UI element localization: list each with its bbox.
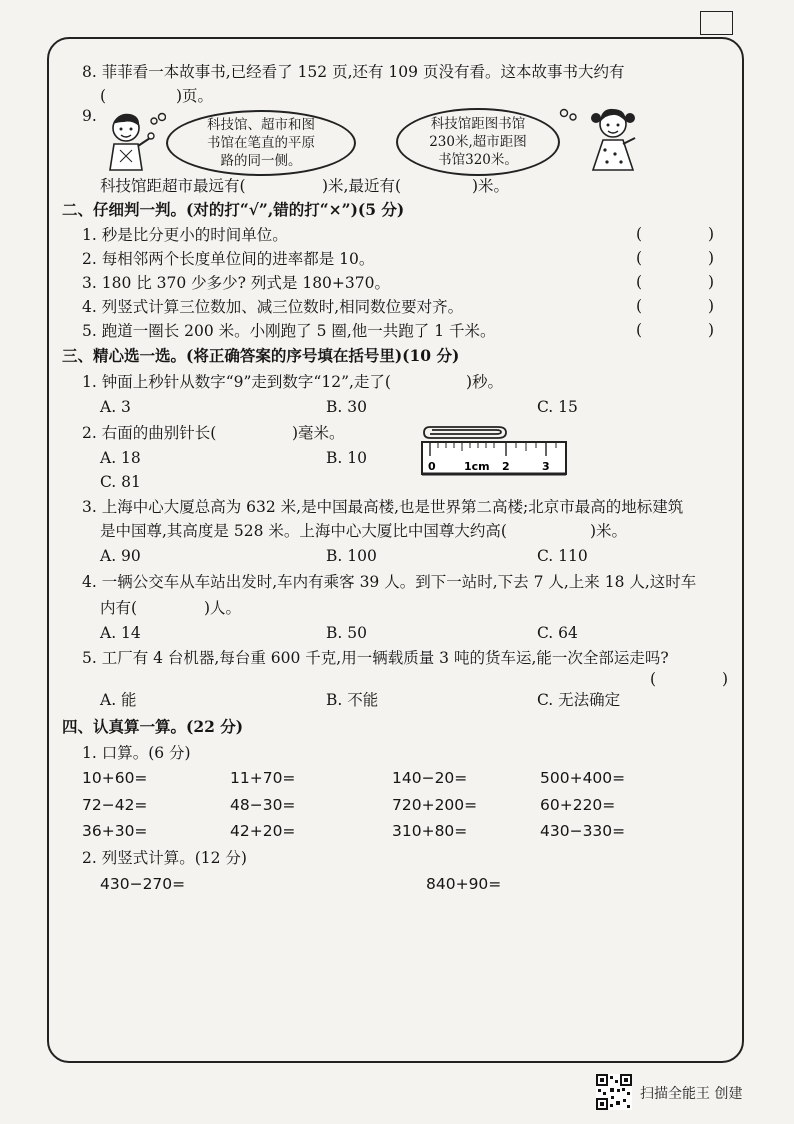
section2-item-4: 4. 列竖式计算三位数加、减三位数时,相同数位要对齐。 <box>82 298 464 316</box>
s3-q3-option-c: C. 110 <box>537 547 588 565</box>
s3-q5-option-c: C. 无法确定 <box>537 691 621 709</box>
s3-q3-line2-b: )米。 <box>590 522 628 540</box>
oral-calc-item: 42+20= <box>230 822 296 840</box>
section3-title: 三、精心选一选。(将正确答案的序号填在括号里)(10 分) <box>62 346 460 365</box>
s3-q4-option-b: B. 50 <box>326 624 367 642</box>
ruler-label-0: 0 <box>428 460 436 473</box>
q9-question-c: )米。 <box>472 177 510 195</box>
oral-calc-item: 60+220= <box>540 796 616 814</box>
s3-q3-line2-a: 是中国尊,其高度是 528 米。上海中心大厦比中国尊大约高( <box>100 522 507 540</box>
s3-q4-option-a: A. 14 <box>100 624 141 642</box>
oral-calc-item: 10+60= <box>82 769 148 787</box>
s3-q1-text-b: )秒。 <box>466 373 504 391</box>
s3-q5-line1: 5. 工厂有 4 台机器,每台重 600 千克,用一辆载质量 3 吨的货车运,能一次全部运走吗? <box>82 649 669 667</box>
answer-paren-open: ( <box>636 273 643 291</box>
ruler-label-2: 2 <box>502 460 510 473</box>
section4-sub2: 2. 列竖式计算。(12 分) <box>82 849 247 867</box>
oral-calc-item: 720+200= <box>392 796 478 814</box>
bubble-right-text: 科技馆距图书馆230米,超市距图书馆320米。 <box>429 116 527 168</box>
qr-code-icon <box>596 1074 632 1110</box>
ruler-label-3: 3 <box>542 460 550 473</box>
s3-q3-option-b: B. 100 <box>326 547 377 565</box>
oral-calc-item: 72−42= <box>82 796 148 814</box>
s3-q2-option-b: B. 10 <box>326 449 367 467</box>
bubble-left-text: 科技馆、超市和图书馆在笔直的平原路的同一侧。 <box>207 117 315 169</box>
s3-q4-option-c: C. 64 <box>537 624 578 642</box>
answer-paren-close: ) <box>708 321 715 339</box>
answer-paren-open: ( <box>636 225 643 243</box>
boy-illustration <box>98 110 158 172</box>
girl-illustration <box>583 104 645 174</box>
section4-sub1: 1. 口算。(6 分) <box>82 744 191 762</box>
s3-q1-option-b: B. 30 <box>326 398 367 416</box>
oral-calc-item: 310+80= <box>392 822 468 840</box>
oral-calc-item: 500+400= <box>540 769 626 787</box>
q9-question-b: )米,最近有( <box>322 177 402 195</box>
oral-calc-item: 48−30= <box>230 796 296 814</box>
ruler-with-paperclip <box>420 420 570 482</box>
answer-paren-close: ) <box>708 225 715 243</box>
q9-question-a: 科技馆距超市最远有( <box>100 177 246 195</box>
s3-q2-text-a: 2. 右面的曲别针长( <box>82 424 217 442</box>
bubble-tail-left <box>150 112 166 126</box>
s3-q1-option-c: C. 15 <box>537 398 578 416</box>
s3-q3-option-a: A. 90 <box>100 547 141 565</box>
s3-q5-option-b: B. 不能 <box>326 691 379 709</box>
answer-paren-open: ( <box>636 321 643 339</box>
q9-number: 9. <box>82 107 97 125</box>
answer-paren-open: ( <box>650 670 657 688</box>
s3-q3-line1: 3. 上海中心大厦总高为 632 米,是中国最高楼,也是世界第二高楼;北京市最高的地标建筑 <box>82 498 684 516</box>
s3-q2-text-b: )毫米。 <box>292 424 345 442</box>
section2-title: 二、仔细判一判。(对的打“√”,错的打“×”)(5 分) <box>62 200 405 219</box>
answer-paren-close: ) <box>708 273 715 291</box>
speech-bubble-right <box>396 108 560 176</box>
section2-item-2: 2. 每相邻两个长度单位间的进率都是 10。 <box>82 250 375 268</box>
paperclip-icon <box>424 427 506 438</box>
corner-score-box <box>700 11 733 35</box>
answer-paren-close: ) <box>708 297 715 315</box>
q8-line1: 8. 菲菲看一本故事书,已经看了 152 页,还有 109 页没有看。这本故事书大约有 <box>82 63 625 81</box>
s3-q5-option-a: A. 能 <box>100 691 137 709</box>
section2-item-1: 1. 秒是比分更小的时间单位。 <box>82 226 288 244</box>
answer-paren-open: ( <box>636 297 643 315</box>
s3-q1-option-a: A. 3 <box>100 398 131 416</box>
oral-calc-item: 11+70= <box>230 769 296 787</box>
oral-calc-item: 430−330= <box>540 822 626 840</box>
vertical-calc-item: 840+90= <box>426 875 502 893</box>
s3-q4-line2-b: )人。 <box>204 599 242 617</box>
answer-paren-close: ) <box>722 670 729 688</box>
watermark-text: 扫描全能王 创建 <box>640 1086 743 1102</box>
oral-calc-item: 140−20= <box>392 769 468 787</box>
s3-q4-line2-a: 内有( <box>100 599 138 617</box>
speech-bubble-left <box>166 110 356 176</box>
bubble-tail-right <box>558 108 578 122</box>
s3-q2-option-a: A. 18 <box>100 449 141 467</box>
s3-q1-text-a: 1. 钟面上秒针从数字“9”走到数字“12”,走了( <box>82 373 391 391</box>
s3-q2-option-c: C. 81 <box>100 473 141 491</box>
section2-item-5: 5. 跑道一圈长 200 米。小刚跑了 5 圈,他一共跑了 1 千米。 <box>82 322 496 340</box>
answer-paren-open: ( <box>636 249 643 267</box>
section4-title: 四、认真算一算。(22 分) <box>62 717 244 736</box>
q8-paren-open: ( <box>100 87 107 105</box>
s3-q4-line1: 4. 一辆公交车从车站出发时,车内有乘客 39 人。到下一站时,下去 7 人,上来 18 人,这时车 <box>82 573 697 591</box>
vertical-calc-item: 430−270= <box>100 875 186 893</box>
ruler-label-1cm: 1cm <box>464 460 490 473</box>
q8-paren-close: )页。 <box>176 87 214 105</box>
answer-paren-close: ) <box>708 249 715 267</box>
section2-item-3: 3. 180 比 370 少多少? 列式是 180+370。 <box>82 274 390 292</box>
oral-calc-item: 36+30= <box>82 822 148 840</box>
